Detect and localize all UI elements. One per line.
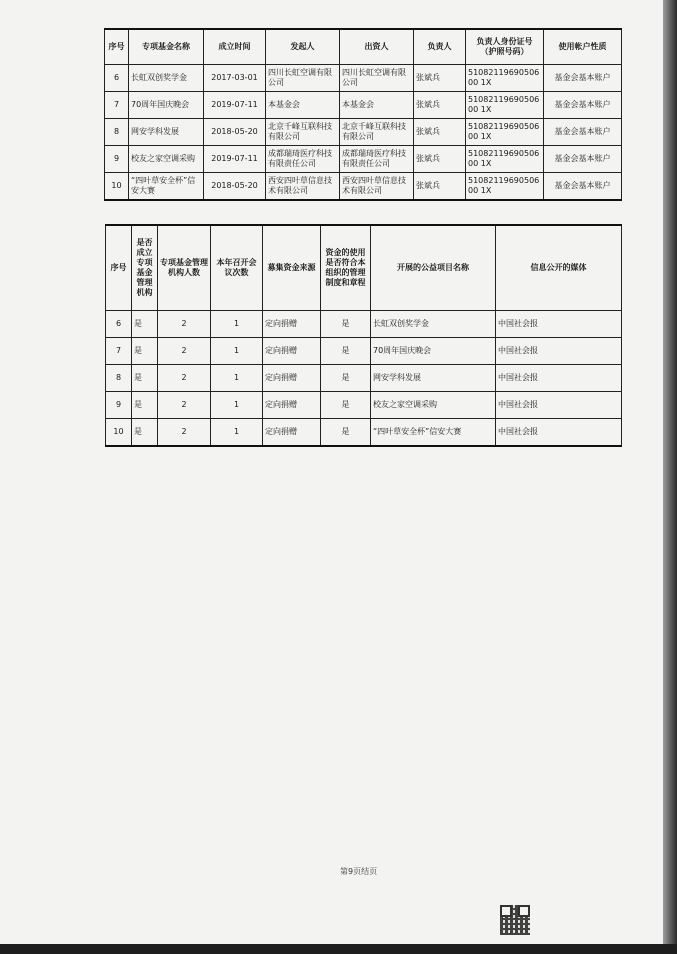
cell: 张斌兵 [414, 92, 466, 119]
cell: 2017-03-01 [204, 65, 266, 92]
cell: 定向捐赠 [263, 419, 321, 447]
cell: 西安四叶草信息技术有限公司 [266, 173, 340, 201]
cell: 北京千峰互联科技有限公司 [340, 119, 414, 146]
cell: 中国社会报 [496, 338, 622, 365]
table-row [105, 173, 622, 201]
cell: 长虹双创奖学金 [371, 311, 496, 338]
cell: 校友之家空调采购 [129, 146, 204, 173]
cell: 8 [105, 119, 129, 146]
fund-management-table [105, 224, 622, 447]
table-row [105, 65, 622, 92]
cell: 四川长虹空调有限公司 [266, 65, 340, 92]
cell: 网安学科发展 [129, 119, 204, 146]
cell: 是 [321, 311, 371, 338]
cell: 北京千峰互联科技有限公司 [266, 119, 340, 146]
page-footer: 第9页结页 [340, 867, 378, 876]
col-header: 使用帐户性质 [544, 29, 622, 65]
col-header: 成立时间 [204, 29, 266, 65]
cell: 成都瑞琦医疗科技有限责任公司 [340, 146, 414, 173]
col-header: 是否成立专项基金管理机构 [132, 225, 158, 311]
table-row [106, 419, 622, 447]
cell: 定向捐赠 [263, 365, 321, 392]
cell: 校友之家空调采购 [371, 392, 496, 419]
cell: 基金会基本账户 [544, 92, 622, 119]
cell: 2018-05-20 [204, 173, 266, 201]
cell: 基金会基本账户 [544, 173, 622, 201]
cell: 西安四叶草信息技术有限公司 [340, 173, 414, 201]
cell: 是 [321, 419, 371, 447]
cell: 四川长虹空调有限公司 [340, 65, 414, 92]
cell: 2019-07-11 [204, 92, 266, 119]
cell: 中国社会报 [496, 365, 622, 392]
table-row [105, 119, 622, 146]
col-header: 资金的使用是否符合本组织的管理制度和章程 [321, 225, 371, 311]
cell: 网安学科发展 [371, 365, 496, 392]
cell: 2019-07-11 [204, 146, 266, 173]
cell: 长虹双创奖学金 [129, 65, 204, 92]
cell: 10 [105, 173, 129, 201]
cell: 5108211969050600 1X [466, 65, 544, 92]
cell: 定向捐赠 [263, 311, 321, 338]
cell: 定向捐赠 [263, 338, 321, 365]
cell: 是 [132, 392, 158, 419]
table-row [105, 92, 622, 119]
cell: 本基金会 [266, 92, 340, 119]
table-header-row [106, 225, 622, 311]
cell: 2 [158, 419, 211, 447]
fund-info-table [104, 28, 622, 201]
col-header: 发起人 [266, 29, 340, 65]
cell: 基金会基本账户 [544, 119, 622, 146]
cell: 5108211969050600 1X [466, 173, 544, 201]
cell: 7 [105, 92, 129, 119]
table-row [106, 311, 622, 338]
cell: 基金会基本账户 [544, 65, 622, 92]
col-header: 专项基金管理机构人数 [158, 225, 211, 311]
cell: 中国社会报 [496, 419, 622, 447]
cell: 是 [321, 338, 371, 365]
cell: 本基金会 [340, 92, 414, 119]
cell: 是 [132, 338, 158, 365]
cell: 6 [105, 65, 129, 92]
cell: 张斌兵 [414, 119, 466, 146]
col-header: 开展的公益项目名称 [371, 225, 496, 311]
cell: 2 [158, 365, 211, 392]
scan-edge-shadow [663, 0, 677, 954]
cell: 张斌兵 [414, 146, 466, 173]
cell: “四叶草安全杯”信安大赛 [371, 419, 496, 447]
cell: 70周年国庆晚会 [371, 338, 496, 365]
cell: 是 [321, 392, 371, 419]
cell: 1 [211, 311, 263, 338]
cell: 2 [158, 338, 211, 365]
cell: 1 [211, 419, 263, 447]
col-header: 出资人 [340, 29, 414, 65]
cell: 2018-05-20 [204, 119, 266, 146]
col-header: 负责人 [414, 29, 466, 65]
cell: 中国社会报 [496, 311, 622, 338]
col-header: 信息公开的媒体 [496, 225, 622, 311]
cell: 1 [211, 392, 263, 419]
col-header: 专项基金名称 [129, 29, 204, 65]
cell: 成都瑞琦医疗科技有限责任公司 [266, 146, 340, 173]
cell: 5108211969050600 1X [466, 92, 544, 119]
cell: 张斌兵 [414, 173, 466, 201]
cell: 1 [211, 365, 263, 392]
col-header: 负责人身份证号 （护照号码） [466, 29, 544, 65]
table-row [105, 146, 622, 173]
table-row [106, 392, 622, 419]
scan-bottom-edge [0, 944, 677, 954]
cell: 张斌兵 [414, 65, 466, 92]
table-row [106, 338, 622, 365]
cell: 5108211969050600 1X [466, 146, 544, 173]
col-header: 本年召开会议次数 [211, 225, 263, 311]
table-header-row [105, 29, 622, 65]
cell: 9 [106, 392, 132, 419]
cell: “四叶草安全杯”信安大赛 [129, 173, 204, 201]
cell: 9 [105, 146, 129, 173]
cell: 7 [106, 338, 132, 365]
table-row [106, 365, 622, 392]
cell: 2 [158, 311, 211, 338]
col-header: 序号 [105, 29, 129, 65]
cell: 是 [132, 311, 158, 338]
cell: 5108211969050600 1X [466, 119, 544, 146]
cell: 是 [132, 419, 158, 447]
cell: 基金会基本账户 [544, 146, 622, 173]
cell: 是 [132, 365, 158, 392]
cell: 6 [106, 311, 132, 338]
cell: 定向捐赠 [263, 392, 321, 419]
col-header: 序号 [106, 225, 132, 311]
cell: 70周年国庆晚会 [129, 92, 204, 119]
cell: 10 [106, 419, 132, 447]
cell: 2 [158, 392, 211, 419]
cell: 1 [211, 338, 263, 365]
cell: 是 [321, 365, 371, 392]
cell: 中国社会报 [496, 392, 622, 419]
col-header: 募集资金来源 [263, 225, 321, 311]
cell: 8 [106, 365, 132, 392]
qr-code-icon [500, 905, 530, 935]
